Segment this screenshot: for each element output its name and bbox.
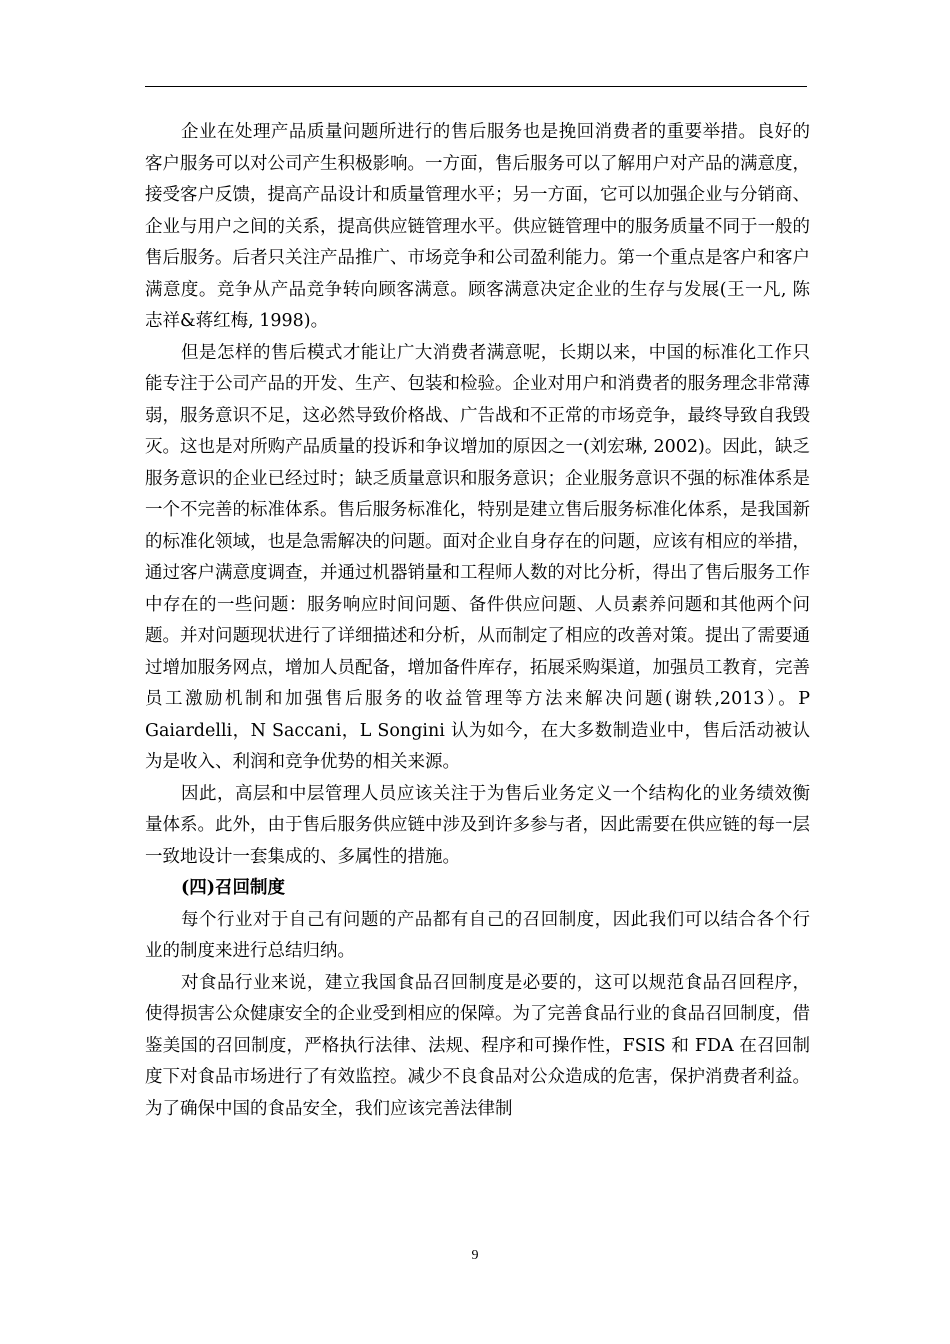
paragraph: 因此，高层和中层管理人员应该关注于为售后业务定义一个结构化的业务绩效衡量体系。此外，由于售后服务供应链中涉及到许多参与者，因此需要在供应链的每一层一致地设计一套集成的、多属性的措施。: [145, 783, 810, 867]
body-text: [145, 117, 810, 1125]
header-rule: [145, 86, 807, 87]
paragraph: 企业在处理产品质量问题所进行的售后服务也是挽回消费者的重要举措。良好的客户服务可以对公司产生积极影响。一方面，售后服务可以了解用户对产品的满意度，接受客户反馈，提高产品设计和质量管理水平；另一方面，它可以加强企业与分销商、企业与用户之间的关系，提高供应链管理水平。供应链管理中的服务质量不同于一般的售后服务。后者只关注产品推广、市场竞争和公司盈利能力。第一个重点是客户和客户满意度。竞争从产品竞争转向顾客满意。顾客满意决定企业的生存与发展(王一凡, 陈志祥&蒋红梅, 1998)。: [145, 122, 810, 331]
paragraph: 对食品行业来说，建立我国食品召回制度是必要的，这可以规范食品召回程序，使得损害公众健康安全的企业受到相应的保障。为了完善食品行业的食品召回制度，借鉴美国的召回制度，严格执行法律、法规、程序和可操作性，FSIS 和 FDA 在召回制度下对食品市场进行了有效监控。减少不良食品对公众造成的危害，保护消费者利益。为了确保中国的食品安全，我们应该完善法律制: [145, 972, 810, 1119]
page-number: 9: [471, 1248, 479, 1263]
section-heading: (四)召回制度: [181, 878, 286, 898]
paragraph: 每个行业对于自己有问题的产品都有自己的召回制度，因此我们可以结合各个行业的制度来进行总结归纳。: [145, 909, 810, 961]
paragraph: 但是怎样的售后模式才能让广大消费者满意呢，长期以来，中国的标准化工作只能专注于公司产品的开发、生产、包装和检验。企业对用户和消费者的服务理念非常薄弱，服务意识不足，这必然导致价格战、广告战和不正常的市场竞争，最终导致自我毁灭。这也是对所购产品质量的投诉和争议增加的原因之一(刘宏琳, 2002)。因此，缺乏服务意识的企业已经过时；缺乏质量意识和服务意识；企业服务意识不强的标准体系是一个不完善的标准体系。售后服务标准化，特别是建立售后服务标准化体系，是我国新的标准化领域，也是急需解决的问题。面对企业自身存在的问题，应该有相应的举措，通过客户满意度调查，并通过机器销量和工程师人数的对比分析，得出了售后服务工作中存在的一些问题：服务响应时间问题、备件供应问题、人员素养问题和其他两个问题。并对问题现状进行了详细描述和分析，从而制定了相应的改善对策。提出了需要通过增加服务网点，增加人员配备，增加备件库存，拓展采购渠道，加强员工教育，完善员工激励机制和加强售后服务的收益管理等方法来解决问题(谢轶,2013）。P Gaiardelli，N Saccani，L Songini 认为如今，在大多数制造业中，售后活动被认为是收入、利润和竞争优势的相关来源。: [145, 342, 810, 772]
